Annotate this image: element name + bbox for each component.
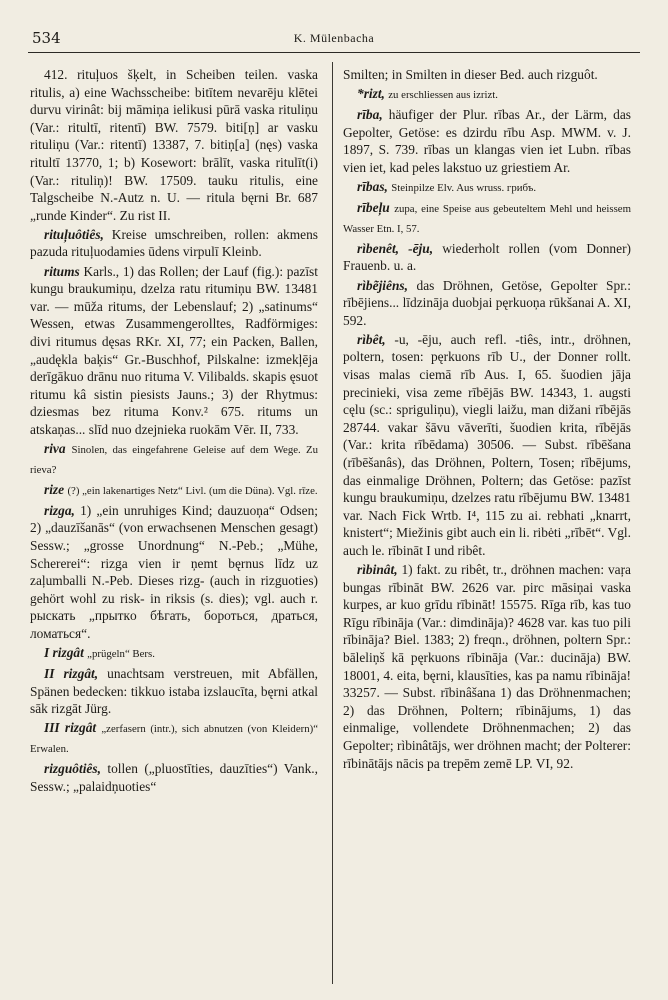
entry-text: wiederholt rollen (vom Donner) Frauenb. u. a. (343, 240, 631, 274)
entry-headword: rìbinât, (357, 562, 398, 578)
dictionary-entry (343, 331, 631, 560)
dictionary-entry (30, 66, 318, 224)
page-number: 534 (32, 29, 61, 47)
entry-headword: II rizgât, (44, 666, 99, 682)
entry-text: Karls., 1) das Rollen; der Lauf (fig.): pazīst kungu braukumiņu, dzelza ratu ritumiņu BW. 13481 var. — mūža ritums, der Lebenslauf; 2) „satinums“ Wessen, etwas Zusammengerolltes, Radförmiges: divi ritumus dęsas RKr. XI, 77; ein Packen, Ballen, „audękla baķis“ Gr.-Buschhof, Pilskalne: izmekļēja derīgākuo drānu nuo rituma V. Vilibalds. skapis ęsuot ritumu kâ sistin piesists Jauns.; 3) der Rhytmus: dziesmas bez rituma Konv.² 675. ritums un atskaņas... slīd nuo dzejnieka ruokām Vēr. II, 733. (30, 263, 318, 437)
entry-headword: *rizt, (357, 86, 385, 102)
entry-text: Smilten; in Smilten in dieser Bed. auch rizguôt. (343, 67, 598, 82)
dictionary-entry (30, 226, 318, 261)
entry-text: -u, -ēju, auch refl. -tiês, intr., dröhnen, poltern, tosen: pęrkuons rīb U., der Donner rollt. visas malas ciemā rīb Aus. I, 65. šuodien jāja precinieki, visa zeme rībējās BW. 14343, 1. augsti cęlu (sc.: spriguliņu), viegli laižu, man dižani rībējās 28744. vakar šāvu vāverīti, šuodien krita, rībējās (Var.: krita rībēdama) 30506. — Subst. rībēšana (rībēšanâs), das Dröhnen, Poltern, Tosen; rībējums, das einmalige Dröhnen, Poltern; das Getöse: pazīst kungu braukumiņu, dzelzes ratu rībējumu BW. 13481 var. Nach Fick Wrtb. I⁴, 115 zu ai. rebhati „knarrt, knistert“; Miežinis gibt auch ein li. ribėti „rībēt“. Vgl. auch le. rībināt I und ribêt. (343, 331, 631, 558)
entry-headword: rìbẽjiêns, (357, 277, 408, 293)
dictionary-entry (343, 561, 631, 772)
dictionary-entry (30, 719, 318, 758)
entry-text: zu erschliessen aus izrizt. (388, 89, 498, 102)
dictionary-entry (30, 263, 318, 439)
entry-headword: rība, (357, 107, 383, 123)
entry-headword: rituļuôtiês, (44, 226, 104, 242)
entry-headword: rībeļu (357, 200, 390, 216)
entry-text: Sinolen, das eingefahrene Geleise auf dem Wege. Zu rieva? (30, 443, 318, 476)
dictionary-entry (343, 240, 631, 275)
entry-headword: riva (44, 440, 66, 456)
dictionary-entry (30, 502, 318, 643)
dictionary-entry (343, 66, 631, 84)
entry-text: das Dröhnen, Getöse, Gepolter Spr.: rībējiens... līdzināja duobjai pęrkuoņa rūkšanai A. XI, 592. (343, 277, 631, 328)
entry-text: Steinpilze Elv. Aus wruss. грибъ. (391, 182, 537, 195)
entry-headword: rìbêt, (357, 331, 386, 347)
dictionary-entry (30, 665, 318, 718)
dictionary-entry (343, 106, 631, 176)
entry-text: 412. rituļuos šķelt, in Scheiben teilen. vaska ritulis, a) eine Wachsscheibe: bitītem nevarēju klētei durvu virinât: bij māmiņa ielikusi pūrā vaska rituliņu (Var.: ritultī, ritentī) BW. 7579. biti[ņ] ar vasku rituliņu (Var.: ritentī) 13387, 7. bitiņ[a] (nęs) vaska ritultī 13770, 1; b) Kosewort: brālīt, vaska ritulīt(i) (Var.: rituliņ)! BW. 17509. tauku ritulis, eine Talgscheibe N.-Autz n. U. — ritula bęrni Br. 687 „runde Kinder“. Zu rist II. (30, 67, 318, 223)
entry-text: „prügeln“ Bers. (87, 648, 155, 660)
entry-text: häufiger der Plur. rības Ar., der Lärm, das Gepolter, Getöse: es dzirdu rību Asp. MWM. v. J. 1897, S. 739. rības un klangas vien iet Lubn. rības vien iet, kad peles lakstuo uz griestiem Ar. (343, 107, 631, 175)
entry-text: Kreise umschreiben, rollen: akmens pazuda rituļuodamies ūdens virpulī Kleinb. (30, 226, 318, 260)
dictionary-entry (30, 644, 318, 664)
entry-text: tollen („pluostīties, dauzīties“) Vank., Sessw.; „palaidņuoties“ (30, 761, 318, 794)
right-column (343, 66, 631, 774)
running-head: K. Mülenbacha (293, 31, 375, 45)
page-header (28, 22, 640, 53)
entry-headword: rizguôtiês, (44, 761, 101, 777)
entry-text: 1) fakt. zu ribêt, tr., dröhnen machen: vaŗa bungas rībināt BW. 2626 var. pirc māsiņai vaska kurpes, ar kuo grīdu rībināt! 15575. Rīga rīb, kas tuo Rīgu rībināja (Var.: dimdināja)? 4628 var. kas tuo pili rībināja? Biel. 1383; 2) freqn., dröhnen, poltern Spr.: bāleliņš kā pęrkuons rībināja (Var.: ducināja) BW. 18001, 4. eita, bęrni, klausīties, kas pa namu rībināja! 33257. — Subst. rībinâšana 1) das Dröhnenmachen; 2) das Dröhnen, Poltern; rībinājums, 1) das einmalige, vollendete Dröhnenmachen; 2) das Gepolter; rìbinâtājs, wer dröhnen macht; der Polterer: rībinātājs nācis pa trepēm zemē LP. VI, 92. (343, 562, 631, 771)
entry-text: „zerfasern (intr.), sich abnutzen (von Kleidern)“ Erwalen. (30, 723, 318, 755)
dictionary-entry (30, 760, 318, 795)
dictionary-entry (30, 481, 318, 501)
column-divider (332, 62, 333, 984)
dictionary-entry (343, 85, 631, 105)
entry-headword: I rizgât (44, 645, 84, 660)
entry-headword: rizga, (44, 502, 75, 518)
entry-headword: III rizgât (44, 720, 97, 736)
dictionary-entry (30, 440, 318, 479)
entry-text: 1) „ein unruhiges Kind; dauzuoņa“ Odsen; 2) „dauzīšanās“ (von erwachsenen Menschen gesagt) Sessw.; „grosse Unordnung“ N.-Peb.; „Mühe, Schererei“: rizga vien ir ņemt bęrnus līdz uz zaļumballi N.-Peb. Dieses rizg- (auch in rizguoties) gehört wohl zu risk- in riksis (s. dies); vgl. auch r. рыскать „прыткo бѣгать, бороться, драться, ломаться“. (30, 502, 318, 641)
entry-headword: rības, (357, 179, 388, 195)
left-column (30, 66, 318, 797)
entry-text: (?) „ein lakenartiges Netz“ Livl. (um die Düna). Vgl. rīze. (67, 484, 318, 497)
dictionary-entry (343, 277, 631, 330)
dictionary-entry (343, 178, 631, 198)
dictionary-entry (343, 199, 631, 238)
entry-headword: rize (44, 481, 65, 497)
entry-headword: rìbenêt, -ēju, (357, 240, 434, 256)
entry-text: zupa, eine Speise aus gebeuteltem Mehl und heissem Wasser Etn. I, 57. (343, 203, 631, 235)
entry-headword: ritums (44, 263, 80, 279)
entry-text: unachtsam verstreuen, mit Abfällen, Spänen bedecken: tikkuo istaba izslaucīta, bęrni atkal sāk rizgāt Jürg. (30, 666, 318, 717)
